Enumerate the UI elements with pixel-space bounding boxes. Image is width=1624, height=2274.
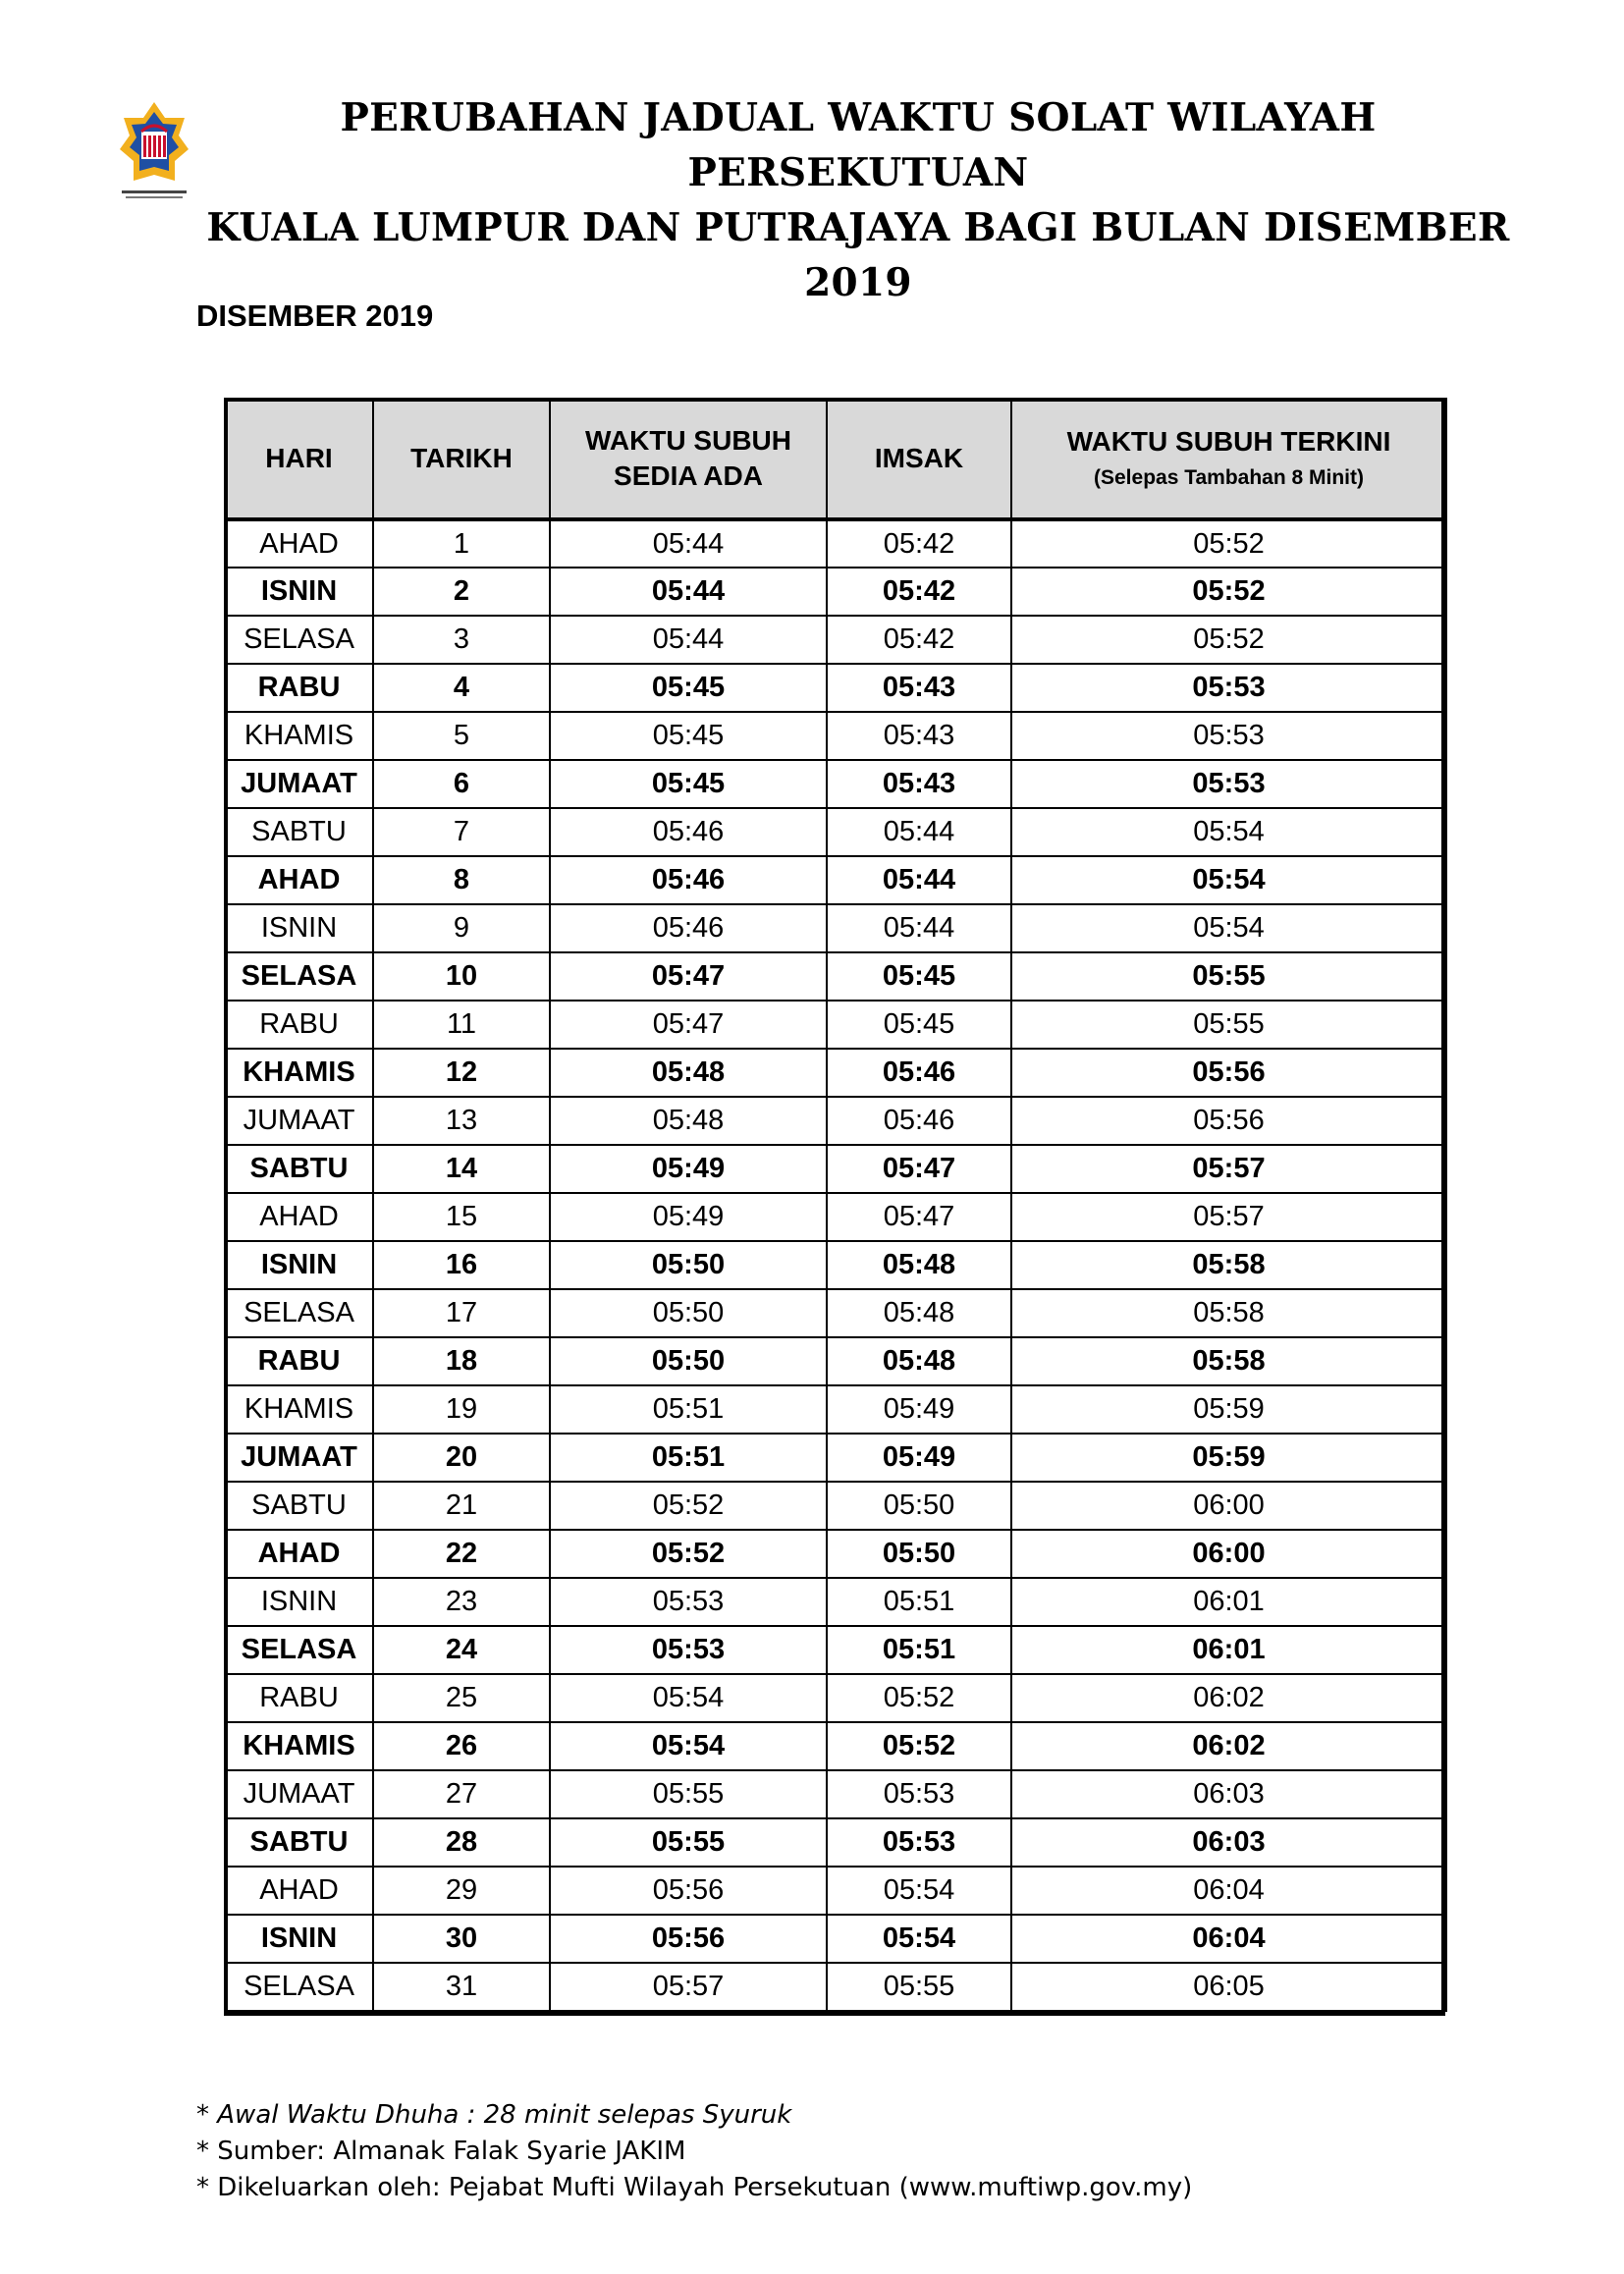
table-row <box>225 1963 1446 2011</box>
imsak-cell: 05:53 <box>827 1770 1011 1818</box>
hari-cell: SELASA <box>225 1626 373 1674</box>
subuh-sedia-ada-cell: 05:47 <box>550 1001 827 1049</box>
imsak-cell: 05:42 <box>827 568 1011 616</box>
tarikh-cell: 20 <box>373 1434 550 1482</box>
tarikh-cell: 5 <box>373 712 550 760</box>
tarikh-cell: 23 <box>373 1578 550 1626</box>
subuh-sedia-ada-cell: 05:47 <box>550 952 827 1001</box>
table-row <box>225 1193 1446 1241</box>
subuh-sedia-ada-cell: 05:48 <box>550 1049 827 1097</box>
tarikh-cell: 24 <box>373 1626 550 1674</box>
table-row <box>225 1385 1446 1434</box>
column-header-hari: HARI <box>225 399 373 519</box>
hari-cell: ISNIN <box>225 1241 373 1289</box>
hari-cell: SABTU <box>225 1818 373 1867</box>
hari-cell: AHAD <box>225 1193 373 1241</box>
subuh-terkini-cell: 05:55 <box>1011 1001 1446 1049</box>
hari-cell: KHAMIS <box>225 1385 373 1434</box>
subuh-sedia-ada-cell: 05:54 <box>550 1674 827 1722</box>
subuh-sedia-ada-cell: 05:50 <box>550 1241 827 1289</box>
tarikh-cell: 4 <box>373 664 550 712</box>
tarikh-cell: 7 <box>373 808 550 856</box>
subuh-terkini-cell: 05:53 <box>1011 712 1446 760</box>
subuh-sedia-ada-cell: 05:44 <box>550 616 827 664</box>
subuh-terkini-cell: 05:56 <box>1011 1049 1446 1097</box>
subuh-terkini-cell: 05:59 <box>1011 1385 1446 1434</box>
tarikh-cell: 11 <box>373 1001 550 1049</box>
subuh-terkini-cell: 05:54 <box>1011 856 1446 904</box>
subuh-terkini-cell: 05:56 <box>1011 1097 1446 1145</box>
subuh-sedia-ada-cell: 05:48 <box>550 1097 827 1145</box>
subuh-terkini-cell: 05:58 <box>1011 1337 1446 1385</box>
hari-cell: SABTU <box>225 808 373 856</box>
subuh-terkini-cell: 05:53 <box>1011 664 1446 712</box>
subuh-terkini-cell: 06:01 <box>1011 1578 1446 1626</box>
table-row <box>225 1626 1446 1674</box>
hari-cell: ISNIN <box>225 1915 373 1963</box>
table-row <box>225 664 1446 712</box>
table-row <box>225 1337 1446 1385</box>
subuh-terkini-cell: 05:55 <box>1011 952 1446 1001</box>
subuh-sedia-ada-cell: 05:46 <box>550 808 827 856</box>
subuh-sedia-ada-cell: 05:49 <box>550 1145 827 1193</box>
table-row <box>225 616 1446 664</box>
hari-cell: RABU <box>225 1337 373 1385</box>
subuh-sedia-ada-cell: 05:51 <box>550 1385 827 1434</box>
table-row <box>225 1482 1446 1530</box>
tarikh-cell: 3 <box>373 616 550 664</box>
tarikh-cell: 16 <box>373 1241 550 1289</box>
hari-cell: AHAD <box>225 1530 373 1578</box>
subuh-terkini-note: (Selepas Tambahan 8 Minit) <box>1094 466 1364 489</box>
title-line-1: PERUBAHAN JADUAL WAKTU SOLAT WILAYAH PERSEKUTUAN <box>340 95 1377 195</box>
imsak-cell: 05:52 <box>827 1722 1011 1770</box>
tarikh-cell: 14 <box>373 1145 550 1193</box>
table-row <box>225 952 1446 1001</box>
tarikh-cell: 22 <box>373 1530 550 1578</box>
title-line-2: KUALA LUMPUR DAN PUTRAJAYA BAGI BULAN DISEMBER 2019 <box>206 205 1510 305</box>
subuh-sedia-ada-cell: 05:53 <box>550 1626 827 1674</box>
imsak-cell: 05:47 <box>827 1193 1011 1241</box>
subuh-terkini-cell: 06:00 <box>1011 1482 1446 1530</box>
imsak-cell: 05:47 <box>827 1145 1011 1193</box>
imsak-cell: 05:50 <box>827 1482 1011 1530</box>
footnote-source: * Sumber: Almanak Falak Syarie JAKIM <box>196 2137 686 2166</box>
tarikh-cell: 29 <box>373 1867 550 1915</box>
imsak-cell: 05:45 <box>827 1001 1011 1049</box>
tarikh-cell: 10 <box>373 952 550 1001</box>
subuh-terkini-cell: 06:03 <box>1011 1770 1446 1818</box>
hari-cell: SABTU <box>225 1482 373 1530</box>
imsak-cell: 05:48 <box>827 1241 1011 1289</box>
table-body <box>225 519 1446 2011</box>
tarikh-cell: 18 <box>373 1337 550 1385</box>
column-header-imsak: IMSAK <box>827 399 1011 519</box>
hari-cell: RABU <box>225 664 373 712</box>
imsak-cell: 05:46 <box>827 1049 1011 1097</box>
table-row <box>225 760 1446 808</box>
tarikh-cell: 25 <box>373 1674 550 1722</box>
column-header-waktu-subuh <box>550 399 827 519</box>
table-row <box>225 1915 1446 1963</box>
table-row <box>225 1289 1446 1337</box>
subuh-terkini-cell: 06:02 <box>1011 1674 1446 1722</box>
table-row <box>225 904 1446 952</box>
imsak-cell: 05:49 <box>827 1385 1011 1434</box>
hari-cell: JUMAAT <box>225 760 373 808</box>
table-row <box>225 1867 1446 1915</box>
imsak-cell: 05:44 <box>827 904 1011 952</box>
subuh-terkini-cell: 05:52 <box>1011 616 1446 664</box>
subuh-terkini-cell: 05:58 <box>1011 1241 1446 1289</box>
mufti-wp-logo-icon <box>116 98 192 206</box>
tarikh-cell: 26 <box>373 1722 550 1770</box>
subuh-sedia-ada-cell: 05:44 <box>550 519 827 568</box>
tarikh-cell: 15 <box>373 1193 550 1241</box>
imsak-cell: 05:43 <box>827 760 1011 808</box>
imsak-cell: 05:44 <box>827 808 1011 856</box>
imsak-cell: 05:48 <box>827 1289 1011 1337</box>
imsak-cell: 05:45 <box>827 952 1011 1001</box>
subuh-sedia-ada-cell: 05:50 <box>550 1289 827 1337</box>
subuh-sedia-ada-cell: 05:55 <box>550 1818 827 1867</box>
hari-cell: SELASA <box>225 1963 373 2011</box>
imsak-cell: 05:51 <box>827 1626 1011 1674</box>
table-row <box>225 1722 1446 1770</box>
subuh-terkini-cell: 05:53 <box>1011 760 1446 808</box>
hari-cell: KHAMIS <box>225 1722 373 1770</box>
hari-cell: KHAMIS <box>225 712 373 760</box>
subuh-sedia-ada-cell: 05:45 <box>550 712 827 760</box>
subuh-terkini-cell: 06:00 <box>1011 1530 1446 1578</box>
table-row <box>225 1674 1446 1722</box>
table-row <box>225 1434 1446 1482</box>
imsak-cell: 05:43 <box>827 664 1011 712</box>
tarikh-cell: 8 <box>373 856 550 904</box>
subuh-terkini-cell: 06:02 <box>1011 1722 1446 1770</box>
subuh-terkini-cell: 05:57 <box>1011 1193 1446 1241</box>
imsak-cell: 05:53 <box>827 1818 1011 1867</box>
tarikh-cell: 30 <box>373 1915 550 1963</box>
subuh-terkini-cell: 05:54 <box>1011 904 1446 952</box>
column-header-subuh-terkini <box>1011 399 1446 519</box>
subuh-sedia-ada-cell: 05:57 <box>550 1963 827 2011</box>
subuh-sedia-ada-cell: 05:49 <box>550 1193 827 1241</box>
subuh-terkini-cell: 06:05 <box>1011 1963 1446 2011</box>
table-row <box>225 1818 1446 1867</box>
imsak-cell: 05:55 <box>827 1963 1011 2011</box>
hari-cell: JUMAAT <box>225 1770 373 1818</box>
table-row <box>225 712 1446 760</box>
subuh-terkini-cell: 06:03 <box>1011 1818 1446 1867</box>
month-label: DISEMBER 2019 <box>196 298 434 333</box>
table-row <box>225 808 1446 856</box>
hari-cell: SELASA <box>225 1289 373 1337</box>
footnotes <box>196 2097 1192 2206</box>
tarikh-cell: 1 <box>373 519 550 568</box>
tarikh-cell: 27 <box>373 1770 550 1818</box>
subuh-terkini-cell: 05:54 <box>1011 808 1446 856</box>
footnote-dhuha: * Awal Waktu Dhuha : 28 minit selepas Syuruk <box>196 2100 792 2130</box>
hari-cell: KHAMIS <box>225 1049 373 1097</box>
subuh-terkini-cell: 05:58 <box>1011 1289 1446 1337</box>
table-row <box>225 1578 1446 1626</box>
imsak-cell: 05:43 <box>827 712 1011 760</box>
subuh-terkini-cell: 06:01 <box>1011 1626 1446 1674</box>
subuh-terkini-cell: 06:04 <box>1011 1867 1446 1915</box>
hari-cell: SABTU <box>225 1145 373 1193</box>
imsak-cell: 05:44 <box>827 856 1011 904</box>
imsak-cell: 05:46 <box>827 1097 1011 1145</box>
imsak-cell: 05:49 <box>827 1434 1011 1482</box>
hari-cell: AHAD <box>225 1867 373 1915</box>
footnote-issuer: * Dikeluarkan oleh: Pejabat Mufti Wilayah Persekutuan (www.muftiwp.gov.my) <box>196 2173 1193 2202</box>
subuh-sedia-ada-cell: 05:56 <box>550 1867 827 1915</box>
tarikh-cell: 17 <box>373 1289 550 1337</box>
document-header <box>108 90 1522 305</box>
waktu-subuh-line-2: SEDIA ADA <box>614 460 763 491</box>
table-row <box>225 519 1446 568</box>
hari-cell: ISNIN <box>225 568 373 616</box>
tarikh-cell: 19 <box>373 1385 550 1434</box>
tarikh-cell: 2 <box>373 568 550 616</box>
imsak-cell: 05:42 <box>827 616 1011 664</box>
subuh-terkini-cell: 05:59 <box>1011 1434 1446 1482</box>
subuh-sedia-ada-cell: 05:46 <box>550 856 827 904</box>
subuh-sedia-ada-cell: 05:52 <box>550 1482 827 1530</box>
hari-cell: AHAD <box>225 856 373 904</box>
table-row <box>225 1770 1446 1818</box>
table-header-row <box>225 399 1446 519</box>
subuh-sedia-ada-cell: 05:55 <box>550 1770 827 1818</box>
tarikh-cell: 28 <box>373 1818 550 1867</box>
subuh-terkini-cell: 05:52 <box>1011 519 1446 568</box>
tarikh-cell: 12 <box>373 1049 550 1097</box>
subuh-sedia-ada-cell: 05:50 <box>550 1337 827 1385</box>
table-row <box>225 856 1446 904</box>
subuh-sedia-ada-cell: 05:51 <box>550 1434 827 1482</box>
table-row <box>225 1001 1446 1049</box>
table-row <box>225 1049 1446 1097</box>
prayer-time-table <box>224 398 1447 2012</box>
table-row <box>225 1097 1446 1145</box>
subuh-terkini-label: WAKTU SUBUH TERKINI <box>1066 426 1391 457</box>
table-row <box>225 568 1446 616</box>
subuh-sedia-ada-cell: 05:45 <box>550 664 827 712</box>
column-header-tarikh: TARIKH <box>373 399 550 519</box>
subuh-sedia-ada-cell: 05:45 <box>550 760 827 808</box>
tarikh-cell: 6 <box>373 760 550 808</box>
subuh-sedia-ada-cell: 05:46 <box>550 904 827 952</box>
subuh-terkini-cell: 05:52 <box>1011 568 1446 616</box>
hari-cell: ISNIN <box>225 904 373 952</box>
hari-cell: JUMAAT <box>225 1097 373 1145</box>
imsak-cell: 05:50 <box>827 1530 1011 1578</box>
imsak-cell: 05:48 <box>827 1337 1011 1385</box>
table-row <box>225 1241 1446 1289</box>
subuh-terkini-cell: 05:57 <box>1011 1145 1446 1193</box>
tarikh-cell: 9 <box>373 904 550 952</box>
hari-cell: RABU <box>225 1001 373 1049</box>
subuh-sedia-ada-cell: 05:54 <box>550 1722 827 1770</box>
hari-cell: ISNIN <box>225 1578 373 1626</box>
hari-cell: RABU <box>225 1674 373 1722</box>
waktu-subuh-line-1: WAKTU SUBUH <box>585 425 791 456</box>
hari-cell: JUMAAT <box>225 1434 373 1482</box>
subuh-sedia-ada-cell: 05:56 <box>550 1915 827 1963</box>
table-row <box>225 1145 1446 1193</box>
hari-cell: SELASA <box>225 952 373 1001</box>
subuh-sedia-ada-cell: 05:53 <box>550 1578 827 1626</box>
table-row <box>225 1530 1446 1578</box>
tarikh-cell: 31 <box>373 1963 550 2011</box>
tarikh-cell: 13 <box>373 1097 550 1145</box>
imsak-cell: 05:54 <box>827 1915 1011 1963</box>
imsak-cell: 05:54 <box>827 1867 1011 1915</box>
imsak-cell: 05:42 <box>827 519 1011 568</box>
imsak-cell: 05:51 <box>827 1578 1011 1626</box>
tarikh-cell: 21 <box>373 1482 550 1530</box>
subuh-sedia-ada-cell: 05:52 <box>550 1530 827 1578</box>
hari-cell: AHAD <box>225 519 373 568</box>
document-title <box>200 90 1516 310</box>
imsak-cell: 05:52 <box>827 1674 1011 1722</box>
hari-cell: SELASA <box>225 616 373 664</box>
subuh-terkini-cell: 06:04 <box>1011 1915 1446 1963</box>
subuh-sedia-ada-cell: 05:44 <box>550 568 827 616</box>
